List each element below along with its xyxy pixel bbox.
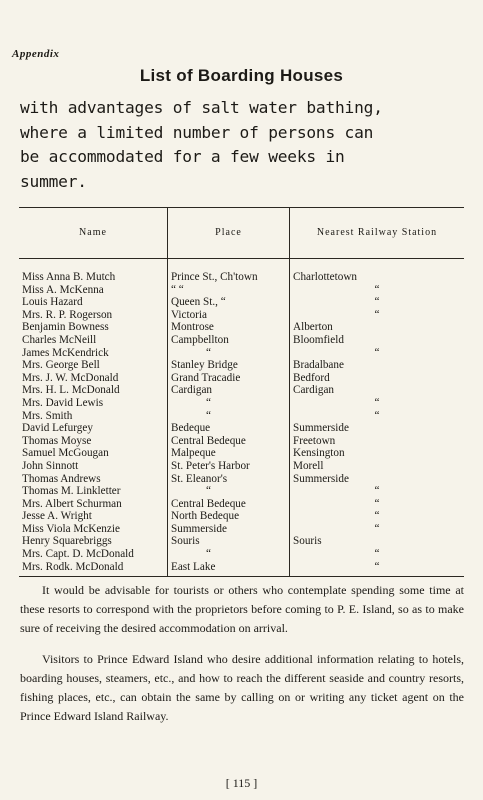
table-row xyxy=(19,284,464,297)
cell-place: “ “ xyxy=(168,284,290,297)
cell-station: “ xyxy=(290,548,465,561)
cell-place: Central Bedeque xyxy=(168,498,290,511)
cell-place: Grand Tracadie xyxy=(168,372,290,385)
cell-name: John Sinnott xyxy=(22,459,79,472)
cell-name: Charles McNeill xyxy=(22,333,97,346)
cell-place: St. Eleanor's xyxy=(168,473,290,486)
cell-place: Malpeque xyxy=(168,447,290,460)
cell-station: “ xyxy=(290,397,465,410)
cell-station: “ xyxy=(290,347,465,360)
cell-station: Morell xyxy=(290,460,465,473)
column-header-station: Nearest Railway Station xyxy=(290,208,465,259)
intro-line: be accommodated for a few weeks in xyxy=(20,147,345,166)
cell-station: Summerside xyxy=(290,422,465,435)
cell-station: Summerside xyxy=(290,473,465,486)
table-row xyxy=(19,561,464,577)
cell-station: Freetown xyxy=(290,435,465,448)
cell-name: Miss Anna B. Mutch xyxy=(22,271,116,283)
table-header-row xyxy=(19,208,464,259)
cell-name: Thomas M. Linkletter xyxy=(22,485,121,498)
intro-line: where a limited number of persons can xyxy=(20,122,374,142)
table-row xyxy=(19,296,464,309)
cell-place: “ xyxy=(168,397,290,410)
note-paragraph: It would be advisable for tourists or others who contemplate spending some time at these resorts to correspond with the proprietors before coming to P. E. Island, so as to make sure of receiving the desired accommodation on arrival. xyxy=(20,583,464,635)
table-row xyxy=(19,271,464,284)
cell-place: “ xyxy=(168,548,290,561)
cell-place: “ xyxy=(168,410,290,423)
cell-name: Mrs. R. P. Rogerson xyxy=(22,308,113,321)
cell-place: North Bedeque xyxy=(168,510,290,523)
cell-station: “ xyxy=(290,561,465,577)
cell-place: Summerside xyxy=(168,523,290,536)
table-row xyxy=(19,498,464,511)
cell-name: David Lefurgey xyxy=(22,422,93,435)
table-row xyxy=(19,359,464,372)
table-row xyxy=(19,384,464,397)
boarding-houses-table xyxy=(19,207,464,577)
intro-paragraph xyxy=(20,96,465,194)
cell-name: Mrs. Smith xyxy=(22,409,73,422)
cell-place: East Lake xyxy=(168,561,290,577)
cell-place: Victoria xyxy=(168,309,290,322)
table-row xyxy=(19,535,464,548)
cell-name: Benjamin Bowness xyxy=(22,321,109,334)
cell-name: Mrs. Rodk. McDonald xyxy=(19,561,168,577)
cell-station: “ xyxy=(290,410,465,423)
table-row xyxy=(19,447,464,460)
cell-station: Souris xyxy=(290,535,465,548)
cell-station: Kensington xyxy=(290,447,465,460)
page-number: [ 115 ] xyxy=(225,776,258,790)
cell-name: Jesse A. Wright xyxy=(22,510,92,523)
running-header: Appendix xyxy=(12,48,60,60)
column-header-name: Name xyxy=(19,208,168,259)
table-row xyxy=(19,397,464,410)
cell-place: Stanley Bridge xyxy=(168,359,290,372)
table-spacer-row xyxy=(19,259,464,272)
cell-place: Montrose xyxy=(168,321,290,334)
cell-station: “ xyxy=(290,498,465,511)
cell-place: Cardigan xyxy=(168,384,290,397)
cell-station: Charlottetown xyxy=(290,271,465,284)
table-row xyxy=(19,372,464,385)
table-row xyxy=(19,347,464,360)
cell-name: Mrs. David Lewis xyxy=(22,396,104,409)
cell-place: Prince St., Ch'town xyxy=(168,271,290,284)
cell-name: Mrs. Albert Schurman xyxy=(22,497,122,510)
intro-line: summer. xyxy=(20,171,87,191)
cell-place: Campbellton xyxy=(168,334,290,347)
table-row xyxy=(19,422,464,435)
cell-place: “ xyxy=(168,347,290,360)
cell-place: St. Peter's Harbor xyxy=(168,460,290,473)
table-row xyxy=(19,460,464,473)
cell-station: Bloomfield xyxy=(290,334,465,347)
cell-station: Alberton xyxy=(290,321,465,334)
cell-name: Thomas Moyse xyxy=(22,434,92,447)
cell-station: Cardigan xyxy=(290,384,465,397)
page-title: List of Boarding Houses xyxy=(139,66,344,85)
cell-name: Samuel McGougan xyxy=(22,447,109,460)
cell-name: Mrs. J. W. McDonald xyxy=(22,371,119,384)
cell-station: “ xyxy=(290,485,465,498)
intro-line: with advantages of salt water bathing, xyxy=(20,98,383,117)
cell-name: Miss A. McKenna xyxy=(22,283,104,296)
cell-station: Bedford xyxy=(290,372,465,385)
cell-place: Bedeque xyxy=(168,422,290,435)
table-row xyxy=(19,548,464,561)
cell-name: James McKendrick xyxy=(22,346,109,359)
note-paragraph: Visitors to Prince Edward Island who desire additional information relating to hotels, boarding houses, steamers, etc., and how to reach the different seaside and country resorts, fishing places, etc., can obtain the same by calling on or writing any ticket agent on the Prince Edward Island Railway. xyxy=(20,652,464,723)
cell-station: “ xyxy=(290,309,465,322)
closing-notes xyxy=(20,581,464,738)
cell-station: Bradalbane xyxy=(290,359,465,372)
cell-name: Louis Hazard xyxy=(22,296,83,309)
table-row xyxy=(19,435,464,448)
cell-station: “ xyxy=(290,284,465,297)
cell-name: Miss Viola McKenzie xyxy=(22,522,120,535)
cell-name: Mrs. George Bell xyxy=(22,359,100,372)
table-row xyxy=(19,523,464,536)
cell-place: Queen St., “ xyxy=(168,296,290,309)
cell-station: “ xyxy=(290,523,465,536)
cell-name: Mrs. H. L. McDonald xyxy=(22,384,120,397)
table-row xyxy=(19,410,464,423)
table-row xyxy=(19,309,464,322)
table-row xyxy=(19,473,464,486)
cell-name: Thomas Andrews xyxy=(22,472,101,485)
table-body xyxy=(19,259,464,577)
cell-name: Henry Squarebriggs xyxy=(22,535,112,548)
cell-name: Mrs. Capt. D. McDonald xyxy=(22,548,134,561)
cell-place: Central Bedeque xyxy=(168,435,290,448)
cell-station: “ xyxy=(290,510,465,523)
cell-station: “ xyxy=(290,296,465,309)
table-row xyxy=(19,510,464,523)
cell-place: “ xyxy=(168,485,290,498)
cell-place: Souris xyxy=(168,535,290,548)
table-row xyxy=(19,334,464,347)
table-row xyxy=(19,485,464,498)
column-header-place: Place xyxy=(168,208,290,259)
table-row xyxy=(19,321,464,334)
